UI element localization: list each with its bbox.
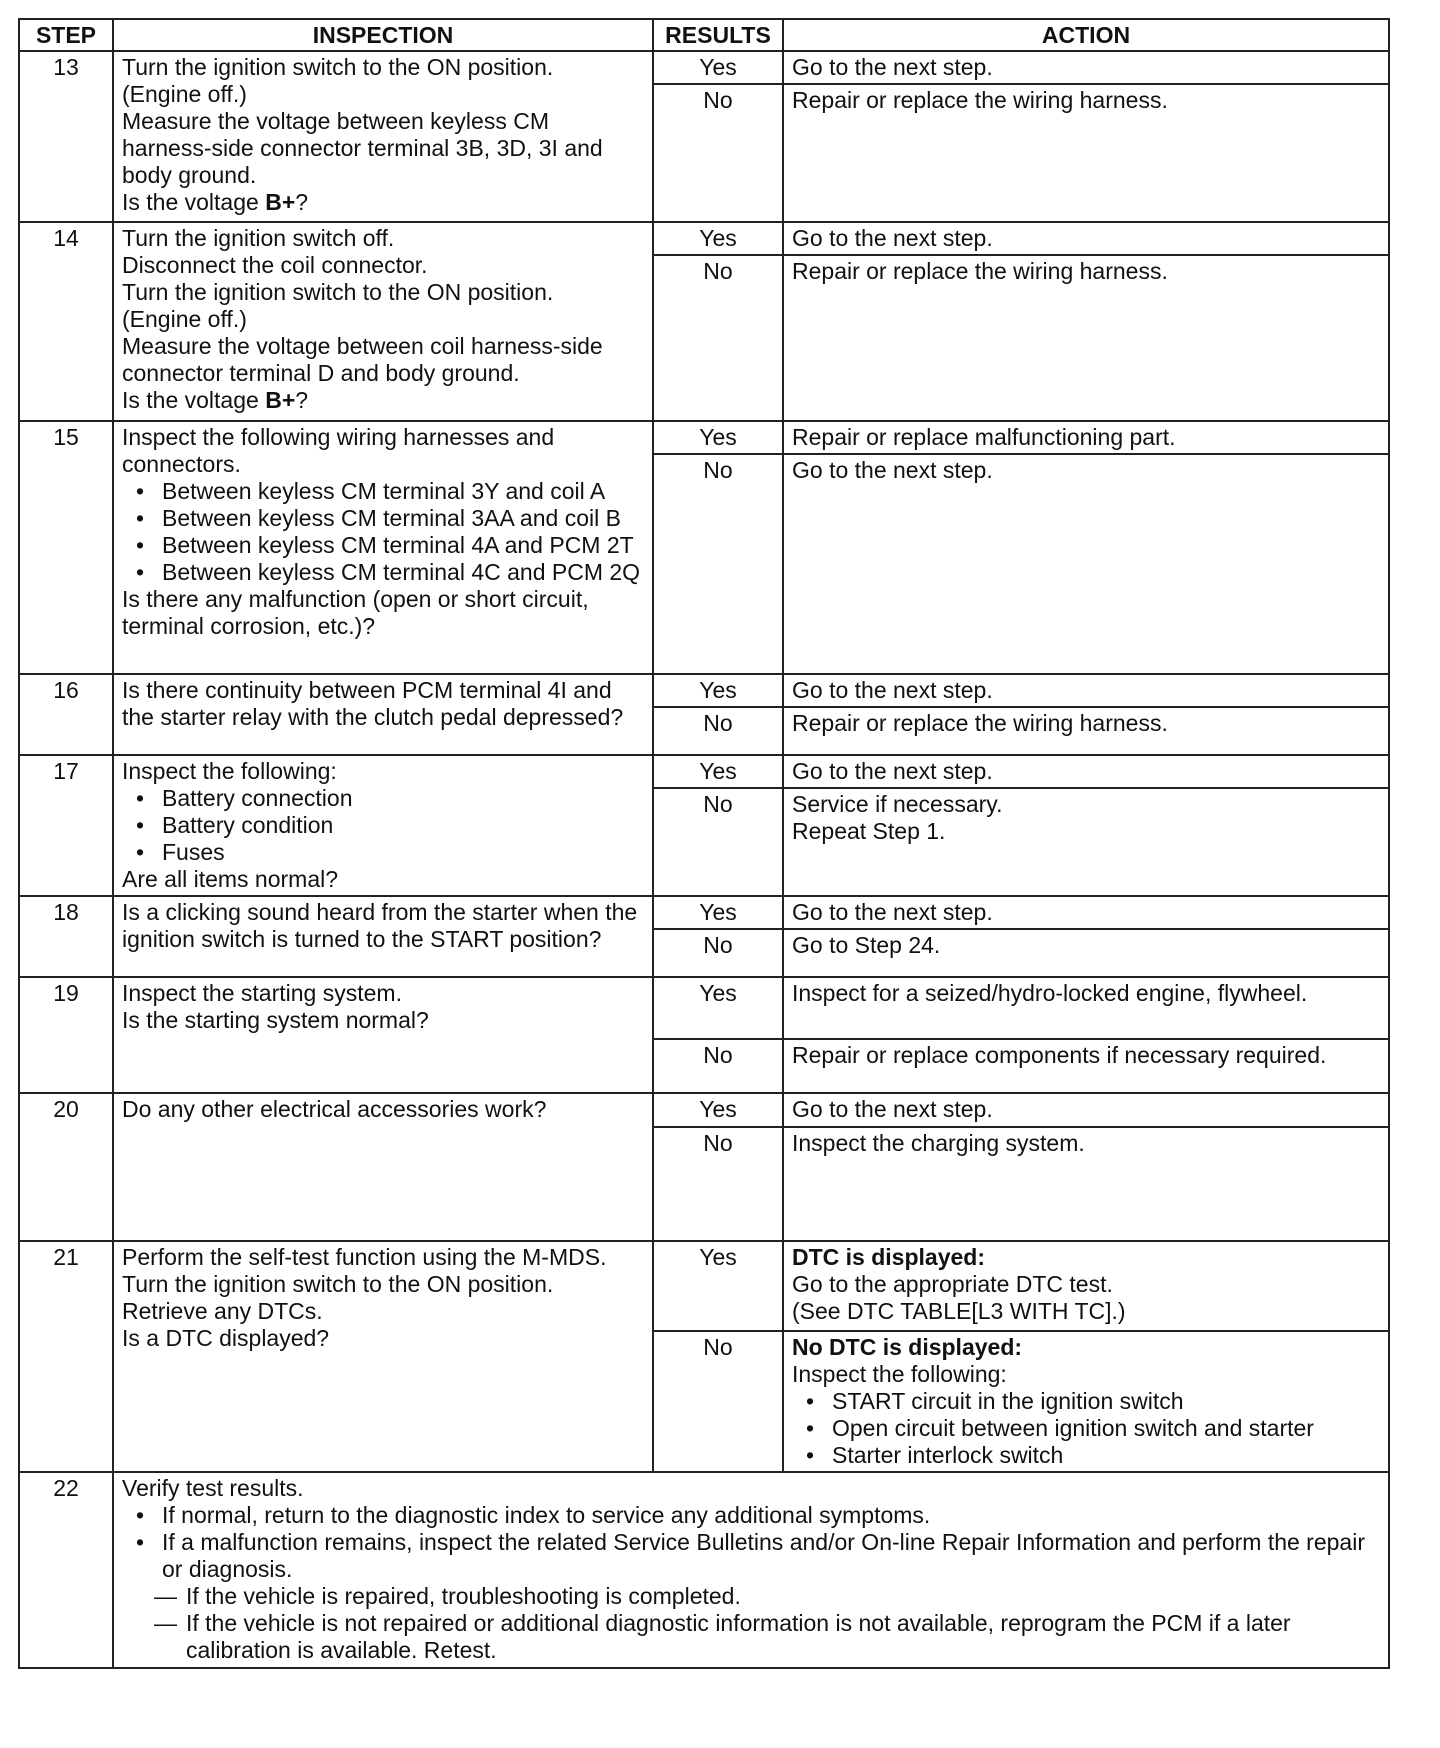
result-no: No	[653, 707, 783, 755]
step-number: 22	[19, 1472, 113, 1668]
action-yes: Go to the next step.	[783, 51, 1389, 84]
inspection-intro: Inspect the following wiring harnesses and connectors.	[122, 424, 555, 477]
inspection-cell: Is a clicking sound heard from the starter when the ignition switch is turned to the START position?	[113, 896, 653, 977]
list-item: • Open circuit between ignition switch and starter	[832, 1415, 1380, 1442]
inspection-line: Measure the voltage between keyless CM harness-side connector terminal 3B, 3D, 3I and body ground.	[122, 108, 603, 188]
list-item: • START circuit in the ignition switch	[832, 1388, 1380, 1415]
step-number: 21	[19, 1241, 113, 1472]
diagnostic-table	[18, 18, 1390, 1669]
action-yes: Inspect for a seized/hydro-locked engine, flywheel.	[783, 977, 1389, 1039]
inspection-cell: Do any other electrical accessories work?	[113, 1093, 653, 1241]
step-number: 18	[19, 896, 113, 977]
action-yes: Go to the next step.	[783, 896, 1389, 929]
inspection-cell	[113, 421, 653, 674]
inspection-question: Is the voltage B+?	[122, 189, 309, 215]
action-yes: Go to the next step.	[783, 674, 1389, 707]
list-item: • If a malfunction remains, inspect the related Service Bulletins and/or On-line Repair Information and perform the repair or diagnosis.	[162, 1529, 1380, 1583]
action-no: Service if necessary. Repeat Step 1.	[783, 788, 1389, 896]
inspection-question: Are all items normal?	[122, 866, 339, 892]
action-yes: Go to the next step.	[783, 1093, 1389, 1127]
table-row	[19, 1472, 1389, 1668]
header-step: STEP	[19, 19, 113, 51]
action-no: Inspect the charging system.	[783, 1127, 1389, 1241]
inspection-bullets	[122, 1502, 1380, 1583]
action-no: Repair or replace the wiring harness.	[783, 84, 1389, 222]
result-no: No	[653, 788, 783, 896]
inspection-cell: Is there continuity between PCM terminal 4I and the starter relay with the clutch pedal depressed?	[113, 674, 653, 755]
result-no: No	[653, 1331, 783, 1472]
result-no: No	[653, 255, 783, 421]
table-row	[19, 51, 1389, 84]
list-item: • Fuses	[162, 839, 644, 866]
inspection-cell	[113, 222, 653, 421]
inspection-cell	[113, 755, 653, 896]
step-number: 14	[19, 222, 113, 421]
result-yes: Yes	[653, 1241, 783, 1331]
result-no: No	[653, 84, 783, 222]
header-row	[19, 19, 1389, 51]
inspection-line: (Engine off.)	[122, 81, 247, 107]
inspection-line: Turn the ignition switch to the ON position.	[122, 54, 554, 80]
inspection-question: Is there any malfunction (open or short circuit, terminal corrosion, etc.)?	[122, 586, 589, 639]
inspection-bullets	[122, 478, 644, 586]
list-item: • Between keyless CM terminal 4C and PCM 2Q	[162, 559, 644, 586]
inspection-cell	[113, 51, 653, 222]
result-yes: Yes	[653, 421, 783, 454]
step-number: 15	[19, 421, 113, 674]
list-item: • Battery condition	[162, 812, 644, 839]
action-no: Repair or replace the wiring harness.	[783, 255, 1389, 421]
action-no: Repair or replace the wiring harness.	[783, 707, 1389, 755]
header-action: ACTION	[783, 19, 1389, 51]
table-row	[19, 755, 1389, 788]
inspection-line: Measure the voltage between coil harness-side connector terminal D and body ground.	[122, 333, 603, 386]
table-row	[19, 1093, 1389, 1127]
action-no: Repair or replace components if necessary required.	[783, 1039, 1389, 1093]
result-no: No	[653, 1039, 783, 1093]
result-yes: Yes	[653, 755, 783, 788]
result-no: No	[653, 1127, 783, 1241]
action-no: Go to the next step.	[783, 454, 1389, 674]
result-yes: Yes	[653, 51, 783, 84]
action-no: No DTC is displayed: Inspect the following: • START circuit in the ignition switch • Open circuit between ignition switch and starter • Starter interlock switch	[783, 1331, 1389, 1472]
inspection-line: Turn the ignition switch off.	[122, 225, 395, 251]
list-item: • Between keyless CM terminal 4A and PCM 2T	[162, 532, 644, 559]
result-yes: Yes	[653, 1093, 783, 1127]
list-item: • Between keyless CM terminal 3Y and coil A	[162, 478, 644, 505]
table-row	[19, 222, 1389, 255]
inspection-question: Is the voltage B+?	[122, 387, 309, 413]
inspection-intro: Inspect the following:	[122, 758, 337, 784]
result-no: No	[653, 929, 783, 977]
result-yes: Yes	[653, 977, 783, 1039]
table-row	[19, 896, 1389, 929]
table-row	[19, 421, 1389, 454]
list-item: • Starter interlock switch	[832, 1442, 1380, 1469]
step-number: 20	[19, 1093, 113, 1241]
action-yes: Go to the next step.	[783, 222, 1389, 255]
table-row	[19, 674, 1389, 707]
step-number: 19	[19, 977, 113, 1093]
table-row	[19, 1241, 1389, 1331]
table-row	[19, 977, 1389, 1039]
result-yes: Yes	[653, 896, 783, 929]
list-item: • If normal, return to the diagnostic index to service any additional symptoms.	[162, 1502, 1380, 1529]
action-no: Go to Step 24.	[783, 929, 1389, 977]
inspection-cell: Inspect the starting system. Is the starting system normal?	[113, 977, 653, 1093]
result-no: No	[653, 454, 783, 674]
list-item: — If the vehicle is not repaired or additional diagnostic information is not available, reprogram the PCM if a later calibration is available. Retest.	[186, 1610, 1380, 1664]
action-yes: DTC is displayed: Go to the appropriate DTC test. (See DTC TABLE[L3 WITH TC].)	[783, 1241, 1389, 1331]
action-yes: Go to the next step.	[783, 755, 1389, 788]
inspection-cell: Verify test results. • If normal, return to the diagnostic index to service any additional symptoms. • If a malfunction remains, inspect the related Service Bulletins and/or On-line Repair Information and perform the repair or diagnosis. — If the vehicle is repaired, troubleshooting is completed. — If the vehicle is not repaired or additional diagnostic information is not available, reprogram the PCM if a later calibration is available. Retest.	[113, 1472, 1389, 1668]
inspection-bullets	[122, 785, 644, 866]
header-inspection: INSPECTION	[113, 19, 653, 51]
header-results: RESULTS	[653, 19, 783, 51]
inspection-line: Turn the ignition switch to the ON position.	[122, 279, 554, 305]
inspection-cell: Perform the self-test function using the M-MDS. Turn the ignition switch to the ON position. Retrieve any DTCs. Is a DTC displayed?	[113, 1241, 653, 1472]
result-yes: Yes	[653, 674, 783, 707]
result-yes: Yes	[653, 222, 783, 255]
list-item: • Battery connection	[162, 785, 644, 812]
list-item: — If the vehicle is repaired, troubleshooting is completed.	[186, 1583, 1380, 1610]
action-yes: Repair or replace malfunctioning part.	[783, 421, 1389, 454]
inspection-line: (Engine off.)	[122, 306, 247, 332]
inspection-line: Disconnect the coil connector.	[122, 252, 428, 278]
step-number: 17	[19, 755, 113, 896]
list-item: • Between keyless CM terminal 3AA and coil B	[162, 505, 644, 532]
step-number: 16	[19, 674, 113, 755]
action-bullets	[792, 1388, 1380, 1469]
sub-bullets	[122, 1583, 1380, 1664]
step-number: 13	[19, 51, 113, 222]
